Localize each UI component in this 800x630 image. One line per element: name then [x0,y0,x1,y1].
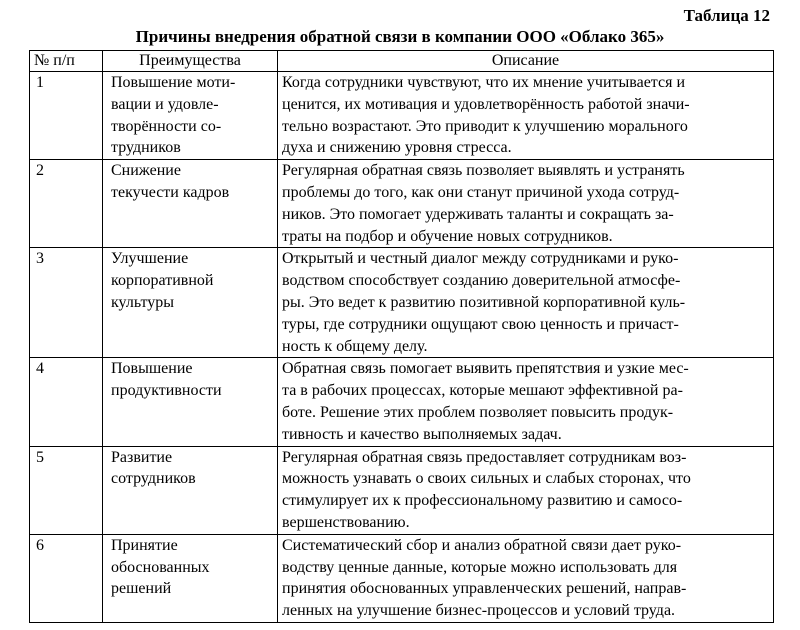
header-number: № п/п [30,51,103,72]
table-row [30,534,774,622]
advantage-line: трудников [111,139,181,157]
advantage-line: Развитие [111,448,173,466]
description-line: вершенствованию. [282,513,410,531]
description-line: Открытый и честный диалог между сотрудниками и руко- [282,250,679,268]
advantage-line: сотрудников [111,470,196,488]
table-row [30,358,774,446]
row-description [278,248,774,358]
description-line: тельно возрастают. Это приводит к улучшению морального [282,117,688,135]
table-label: Таблица 12 [683,6,770,25]
advantage-line: корпоративной [111,272,214,290]
row-description [278,446,774,534]
description-line: проблемы до того, как они станут причиной ухода сотруд- [282,183,680,201]
row-number: 6 [30,534,103,622]
row-number: 1 [30,72,103,160]
row-description [278,534,774,622]
description-line: Обратная связь помогает выявить препятствия и узкие мес- [282,360,689,378]
advantage-line: творённости со- [111,117,222,135]
row-advantage [103,534,278,622]
description-line: тивность и качество выполняемых задач. [282,425,562,443]
description-line: Регулярная обратная связь позволяет выявлять и устранять [282,162,685,180]
row-advantage [103,72,278,160]
description-line: стимулирует их к профессиональному развитию и самосо- [282,492,683,510]
advantage-line: продуктивности [111,382,222,400]
description-line: духа и снижению уровня стресса. [282,139,512,157]
description-line: Регулярная обратная связь предоставляет сотрудникам воз- [282,448,687,466]
advantage-line: вации и удовле- [111,95,219,113]
row-number: 4 [30,358,103,446]
table-row [30,248,774,358]
description-line: водством способствует созданию доверительной атмосфе- [282,272,681,290]
description-line: ценится, их мотивация и удовлетворённость работой значи- [282,95,690,113]
advantage-line: Улучшение [111,250,189,268]
row-number: 3 [30,248,103,358]
advantage-line: культуры [111,293,175,311]
table-row [30,72,774,160]
row-description [278,160,774,248]
description-line: ность к общему делу. [282,337,428,355]
advantage-line: Снижение [111,162,181,180]
row-number: 5 [30,446,103,534]
advantage-line: Повышение [111,360,193,378]
table-title: Причины внедрения обратной связи в компании ООО «Облако 365» [135,27,665,46]
advantage-line: обоснованных [111,558,210,576]
advantage-line: текучести кадров [111,183,230,201]
description-line: ников. Это помогает удерживать таланты и сокращать за- [282,205,674,223]
description-line: ры. Это ведет к развитию позитивной корпоративной куль- [282,293,686,311]
header-advantages: Преимущества [103,51,278,72]
description-line: боте. Решение этих проблем позволяет повысить продук- [282,403,674,421]
reasons-table [29,50,774,623]
table-row [30,446,774,534]
description-line: туры, где сотрудники ощущают свою ценность и причаст- [282,315,679,333]
description-line: принятия обоснованных управленческих решений, направ- [282,580,687,598]
description-line: ленных на улучшение бизнес-процессов и условий труда. [282,602,676,620]
advantage-line: Повышение моти- [111,74,236,91]
header-description: Описание [278,51,774,72]
advantage-line: Принятие [111,536,178,554]
description-line: водству ценные данные, которые можно использовать для [282,558,678,576]
row-description [278,72,774,160]
row-advantage [103,358,278,446]
advantage-line: решений [111,580,172,598]
description-line: Систематический сбор и анализ обратной связи дает руко- [282,536,682,554]
table-header-row [30,51,774,72]
row-description [278,358,774,446]
description-line: Когда сотрудники чувствуют, что их мнение учитывается и [282,74,685,91]
row-advantage [103,160,278,248]
table-row [30,160,774,248]
row-advantage [103,248,278,358]
description-line: можность узнавать о своих сильных и слабых сторонах, что [282,470,691,488]
row-number: 2 [30,160,103,248]
description-line: та в рабочих процессах, которые мешают эффективной ра- [282,382,683,400]
row-advantage [103,446,278,534]
description-line: траты на подбор и обучение новых сотрудников. [282,227,613,245]
